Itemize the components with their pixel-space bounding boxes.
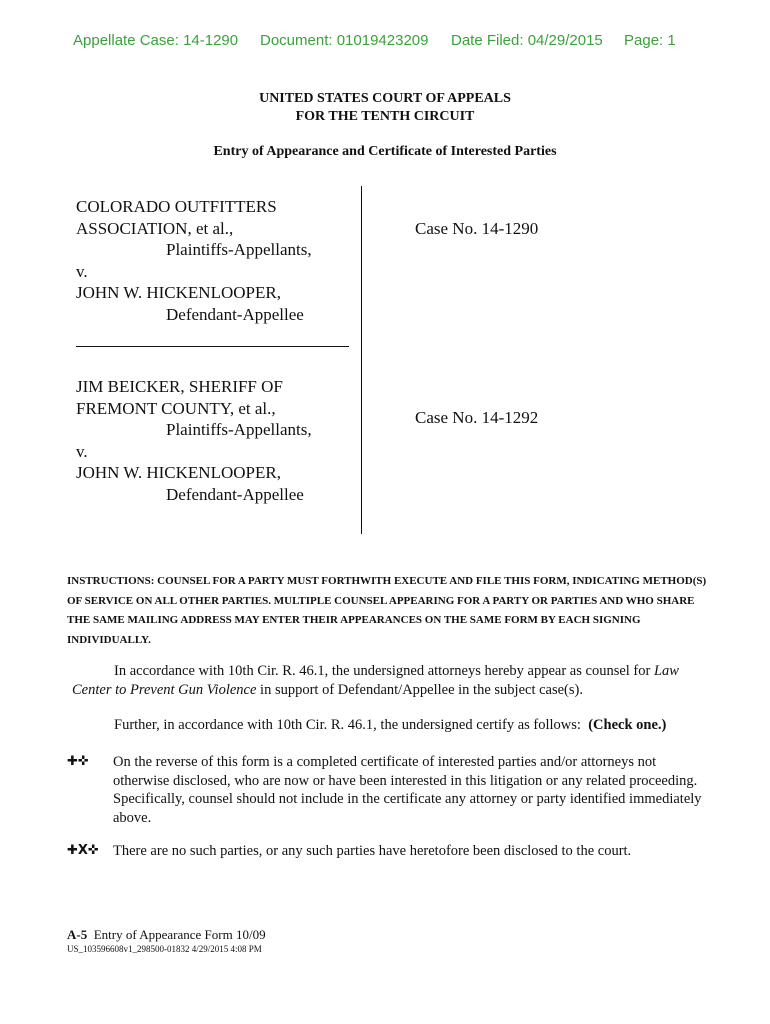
case-number-1: Case No. 14-1290: [415, 219, 539, 238]
plaintiff-role: Plaintiffs-Appellants,: [166, 420, 312, 439]
option-1-text: On the reverse of this form is a completed certificate of interested parties and/or attorneys not otherwise disclosed, who are now or have been interested in this litigation or any related proceeding. Specifically, counsel should not include in the certificate any attorney or party identified immediately above.: [113, 754, 702, 826]
appearance-lead: In accordance with 10th Cir. R. 46.1, the undersigned attorneys hereby appear as counsel for: [114, 663, 651, 679]
certification-statement: [72, 716, 712, 735]
case-caption-2: [76, 376, 312, 505]
defendant-name: JOHN W. HICKENLOOPER,: [76, 283, 281, 302]
court-name-line-1: UNITED STATES COURT OF APPEALS: [259, 91, 511, 106]
plaintiff-name-line-2: FREMONT COUNTY, et al.,: [76, 398, 276, 418]
appearance-statement: [72, 662, 712, 700]
check-one-label: (Check one.): [588, 717, 667, 733]
defendant-role: Defendant-Appellee: [166, 304, 304, 324]
defendant-name: JOHN W. HICKENLOOPER,: [76, 463, 281, 482]
appearance-tail: in support of Defendant/Appellee in the subject case(s).: [260, 682, 583, 698]
court-name: [0, 90, 770, 126]
checkbox-unchecked-icon[interactable]: ✚✜: [67, 754, 89, 769]
form-title: Entry of Appearance and Certificate of Interested Parties: [213, 144, 557, 159]
stamp-date-filed: Date Filed: 04/29/2015: [451, 32, 603, 49]
form-footer: [67, 927, 266, 943]
versus-label: v.: [76, 261, 88, 281]
form-name: Entry of Appearance Form 10/09: [93, 927, 266, 942]
stamp-page-number: Page: 1: [624, 32, 676, 49]
represented-organization: Law Center to Prevent Gun Violence: [72, 663, 679, 698]
court-name-line-2: FOR THE TENTH CIRCUIT: [295, 109, 475, 124]
option-2-text: There are no such parties, or any such parties have heretofore been disclosed to the court.: [113, 843, 632, 859]
document-id: US_103596608v1_298500-01832 4/29/2015 4:08 PM: [67, 944, 262, 954]
plaintiff-role: Plaintiffs-Appellants,: [166, 240, 312, 259]
instructions-text: INSTRUCTIONS: COUNSEL FOR A PARTY MUST FORTHWITH EXECUTE AND FILE THIS FORM, INDICATING METHOD(S) OF SERVICE ON ALL OTHER PARTIES. MULTIPLE COUNSEL APPEARING FOR A PARTY OR PARTIES AND WHO SHARE THE SAME MAILING ADDRESS MAY ENTER THEIR APPEARANCES ON THE SAME FORM BY EACH SIGNING INDIVIDUALLY.: [67, 575, 707, 646]
defendant-role: Defendant-Appellee: [166, 484, 304, 504]
certification-text: Further, in accordance with 10th Cir. R. 46.1, the undersigned certify as follows:: [114, 717, 581, 733]
stamp-case-number: Appellate Case: 14-1290: [73, 32, 239, 49]
case-number-2: Case No. 14-1292: [415, 408, 539, 427]
checkbox-checked-icon[interactable]: ✚X✜: [67, 843, 99, 858]
stamp-document-number: Document: 01019423209: [260, 32, 429, 49]
plaintiff-name-line-1: JIM BEICKER, SHERIFF OF: [76, 377, 283, 396]
versus-label: v.: [76, 441, 88, 461]
case-caption-1: [76, 196, 312, 325]
plaintiff-name-line-2: ASSOCIATION, et al.,: [76, 218, 234, 238]
form-code: A-5: [67, 927, 88, 942]
caption-separator-rule: [76, 346, 349, 347]
caption-divider: [361, 186, 362, 534]
plaintiff-name-line-1: COLORADO OUTFITTERS: [76, 197, 277, 216]
